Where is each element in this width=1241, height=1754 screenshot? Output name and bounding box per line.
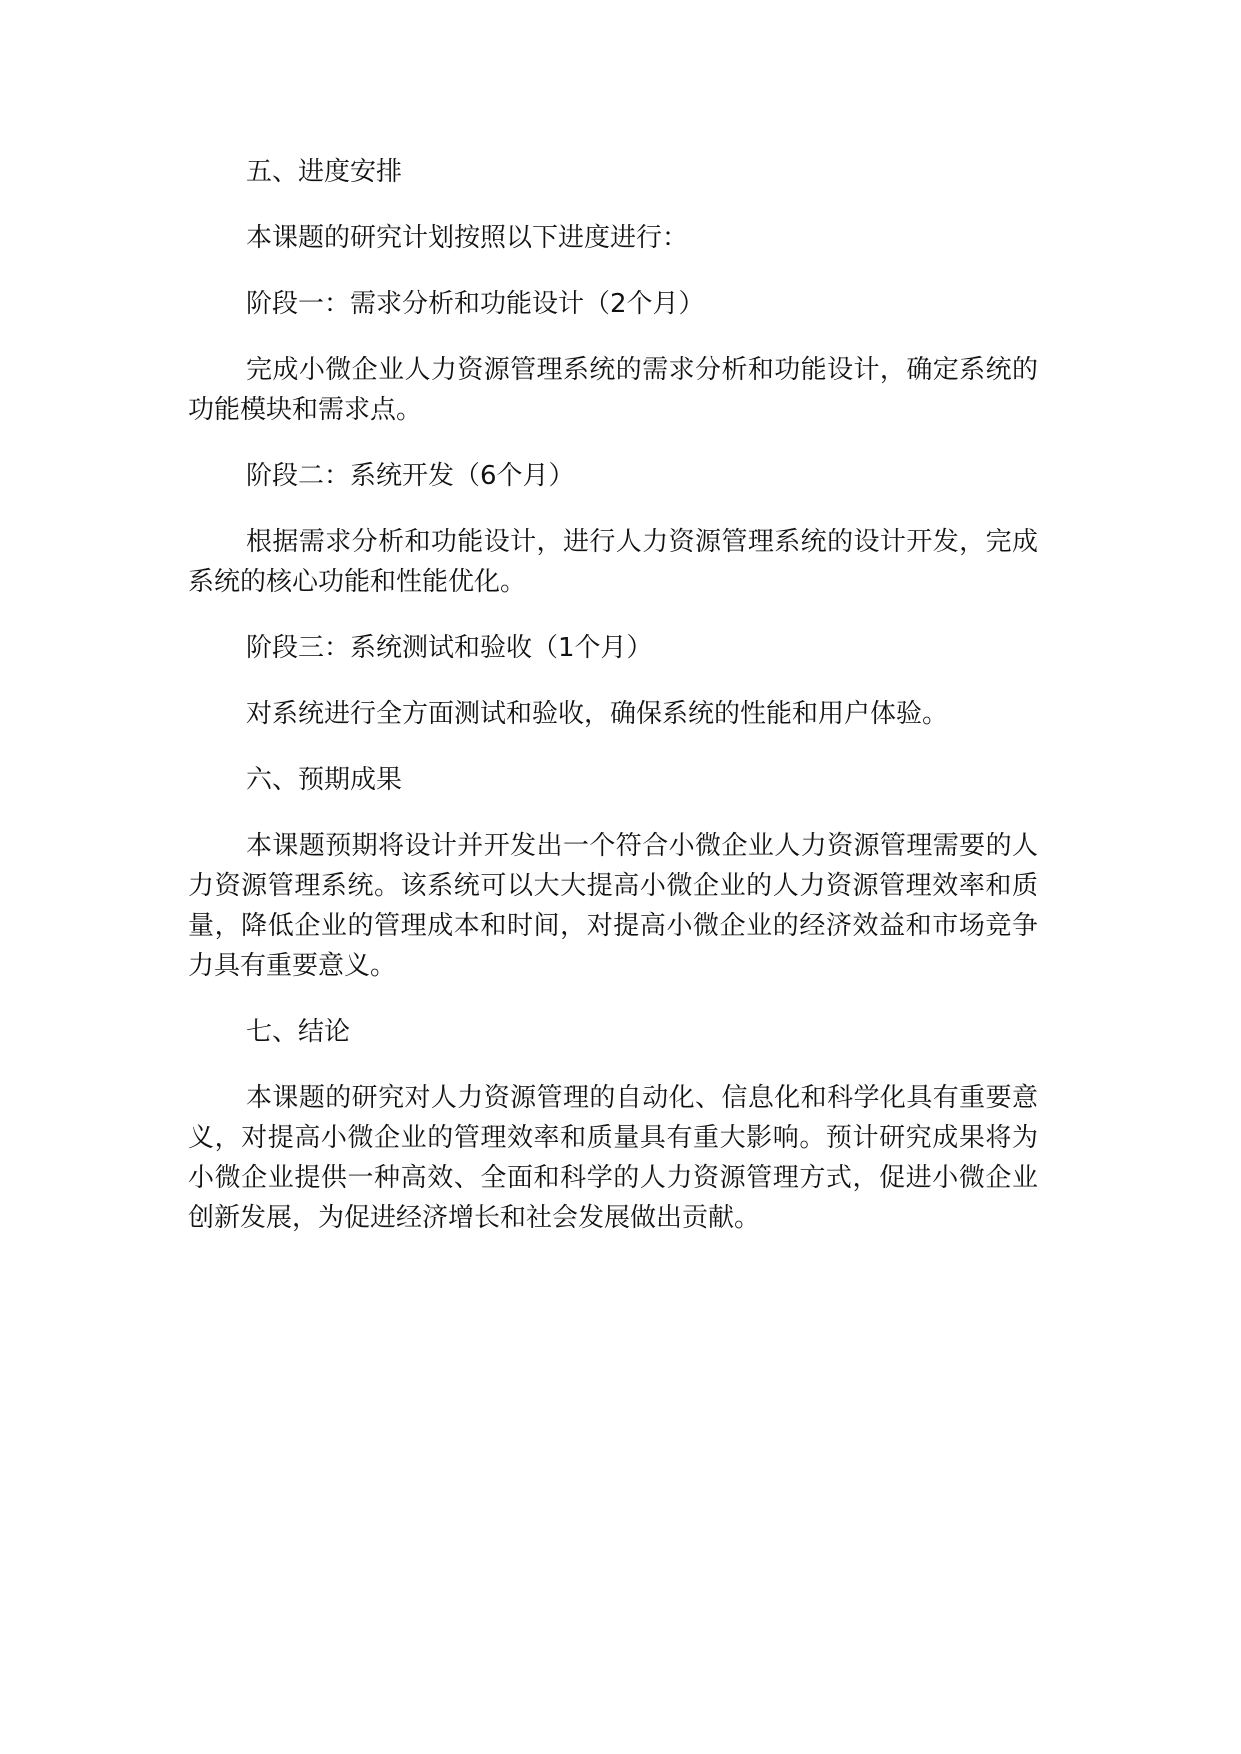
stage-three-heading: 阶段三：系统测试和验收（1个月） <box>246 633 653 663</box>
stage-three-paragraph: 对系统进行全方面测试和验收，确保系统的性能和用户体验。 <box>246 699 949 729</box>
document-body <box>188 152 1038 1264</box>
expected-results-paragraph: 本课题预期将设计并开发出一个符合小微企业人力资源管理需要的人力资源管理系统。该系统可以大大提高小微企业的人力资源管理效率和质量，降低企业的管理成本和时间，对提高小微企业的经济效益和市场竞争力具有重要意义。 <box>188 831 1038 981</box>
schedule-intro-paragraph: 本课题的研究计划按照以下进度进行： <box>246 223 689 253</box>
stage-two-heading: 阶段二：系统开发（6个月） <box>246 461 575 491</box>
section-heading-schedule: 五、进度安排 <box>246 157 403 187</box>
stage-two-paragraph: 根据需求分析和功能设计，进行人力资源管理系统的设计开发，完成系统的核心功能和性能优化。 <box>188 527 1038 597</box>
stage-one-heading: 阶段一：需求分析和功能设计（2个月） <box>246 289 705 319</box>
section-heading-conclusion: 七、结论 <box>246 1017 351 1047</box>
stage-one-paragraph: 完成小微企业人力资源管理系统的需求分析和功能设计，确定系统的功能模块和需求点。 <box>188 355 1038 425</box>
conclusion-paragraph: 本课题的研究对人力资源管理的自动化、信息化和科学化具有重要意义，对提高小微企业的管理效率和质量具有重大影响。预计研究成果将为小微企业提供一种高效、全面和科学的人力资源管理方式，促进小微企业创新发展，为促进经济增长和社会发展做出贡献。 <box>188 1083 1038 1233</box>
section-heading-expected-results: 六、预期成果 <box>246 765 403 795</box>
